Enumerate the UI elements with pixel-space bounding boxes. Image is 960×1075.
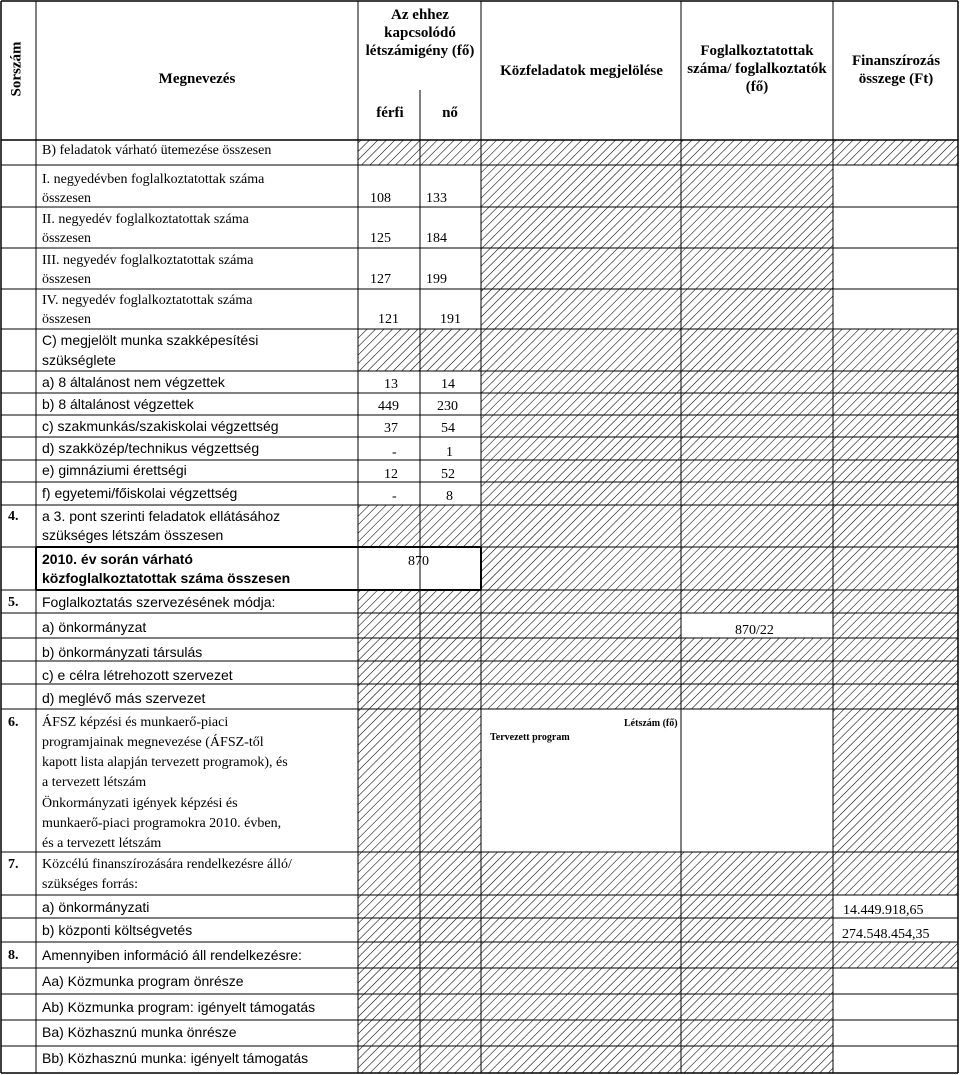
row-ce-male: 12 [384, 467, 398, 482]
row-cd-female: 1 [446, 445, 453, 460]
row-2010-label-2: közfoglalkoztatottak száma összesen [42, 570, 291, 586]
header-kozfeladatok: Közfeladatok megjelölése [500, 63, 663, 79]
row-6-label-1: ÁFSZ képzési és munkaerő-piaci [42, 715, 229, 730]
hatched-cell [358, 329, 958, 371]
row-6-label-2: programjainak megnevezése (ÁFSZ-től [42, 735, 264, 750]
row-cc-female: 54 [441, 421, 455, 436]
row-2010-value: 870 [408, 554, 429, 569]
row-6-label-6: munkaerő-piaci programokra 2010. évben, [42, 816, 282, 831]
hatched-cell [481, 165, 833, 207]
header-ferfi: férfi [376, 105, 404, 121]
row-2010-label-1: 2010. év során várható [42, 551, 193, 567]
header-foglalkoztatottak: Foglalkoztatottak száma/ foglalkoztatók (fő) [687, 43, 827, 95]
row-7-label-1: Közcélú finanszírozására rendelkezésre álló/ [42, 857, 292, 872]
hatched-cell [481, 371, 958, 393]
header-finanszirozas: Finanszírozás összege (Ft) [851, 53, 941, 87]
row-ca-label: a) 8 általánost nem végzettek [42, 374, 225, 390]
row-ce-label: e) gimnáziumi érettségi [42, 462, 187, 478]
hatched-cell [358, 590, 958, 613]
row-ca-male: 13 [384, 377, 398, 392]
hatched-cell [358, 638, 958, 661]
row-q2-male: 125 [370, 231, 391, 246]
row-4-label-1: a 3. pont szerinti feladatok ellátásához [42, 508, 281, 524]
row-6-label-5: Önkormányzati igények képzési és [42, 796, 238, 811]
row-ca-female: 14 [441, 377, 455, 392]
row-6-label-7: és a tervezett létszám [42, 836, 162, 851]
hatched-cell [358, 852, 958, 895]
row-6-label-4: a tervezett létszám [42, 775, 147, 790]
row-cc-male: 37 [384, 421, 398, 436]
hatched-cell [481, 207, 833, 248]
row-cd-label: d) szakközép/technikus végzettség [42, 440, 260, 456]
row-8aa-label: Aa) Közmunka program önrésze [42, 973, 244, 989]
hatched-cell [481, 460, 958, 482]
row-q2-label-2: összesen [42, 231, 91, 246]
row-q3-label-2: összesen [42, 272, 91, 287]
hatched-cell [358, 918, 833, 942]
row-7-number: 7. [8, 857, 19, 872]
row-8-number: 8. [8, 948, 19, 963]
row-cb-label: b) 8 általánost végzettek [42, 396, 194, 412]
row-q1-label-2: összesen [42, 191, 91, 206]
row-7a-label: a) önkormányzati [42, 899, 150, 915]
row-5a-value: 870/22 [735, 623, 774, 638]
header-megnevezes: Megnevezés [158, 71, 236, 87]
row-cc-label: c) szakmunkás/szakiskolai végzettség [42, 418, 279, 434]
row-4-label-2: szükséges létszám összesen [42, 527, 224, 543]
hatched-cell [481, 393, 958, 415]
row-c-label-2: szükséglete [42, 352, 116, 368]
header-no: nő [442, 105, 458, 121]
row-7b-label: b) központi költségvetés [42, 922, 193, 938]
hatched-cell [833, 613, 958, 638]
hatched-cell [358, 661, 958, 684]
hatched-cell [481, 415, 958, 437]
hatched-cell [358, 684, 958, 709]
row-q4-female: 191 [440, 312, 461, 327]
row-q3-label-1: III. negyedév foglalkoztatottak száma [42, 253, 254, 268]
row-5-label: Foglalkoztatás szervezésének módja: [42, 594, 276, 610]
row-q1-male: 108 [370, 191, 391, 206]
row-q3-female: 199 [426, 272, 447, 287]
hatched-cell [358, 613, 681, 638]
row-cf-male: - [392, 489, 397, 504]
row-cb-female: 230 [437, 399, 458, 414]
row-7-label-2: szükséges forrás: [42, 877, 139, 892]
row-8bb-label: Bb) Közhasznú munka: igényelt támogatás [42, 1050, 309, 1066]
row-cb-male: 449 [378, 399, 399, 414]
hatched-cell [358, 1046, 833, 1073]
row-5b-label: b) önkormányzati társulás [42, 644, 203, 660]
row-5d-label: d) meglévő más szervezet [42, 690, 206, 706]
row-q2-female: 184 [426, 231, 447, 246]
row-b-title: B) feladatok várható ütemezése összesen [42, 143, 272, 158]
hatched-cell [481, 437, 958, 460]
row-cf-label: f) egyetemi/főiskolai végzettség [42, 485, 238, 501]
row-q2-label-1: II. negyedév foglalkoztatottak száma [42, 212, 249, 227]
row-5a-label: a) önkormányzat [42, 619, 147, 635]
hatched-cell [358, 968, 833, 994]
hatched-cell [358, 895, 833, 918]
row-q4-male: 121 [378, 312, 399, 327]
header-letszamigeny: Az ehhez kapcsolódó létszámigény (fő) [365, 7, 475, 59]
row-ce-female: 52 [441, 467, 455, 482]
hatched-cell [358, 994, 833, 1020]
row-6-number: 6. [8, 715, 19, 730]
row-8ab-label: Ab) Közmunka program: igényelt támogatás [42, 999, 316, 1015]
hatched-cell [358, 505, 958, 547]
row-8-label: Amennyiben információ áll rendelkezésre: [42, 947, 302, 963]
row-q4-label-2: összesen [42, 312, 91, 327]
hatched-cell [358, 1020, 833, 1046]
header-sorszam: Sorszám [8, 41, 25, 97]
hatched-cell [358, 140, 958, 165]
row-q3-male: 127 [370, 272, 391, 287]
row-6-count-header: Létszám (fő) [624, 718, 678, 729]
row-q4-label-1: IV. negyedév foglalkoztatottak száma [42, 293, 253, 308]
hatched-cell [481, 482, 958, 505]
row-7a-value: 14.449.918,65 [843, 903, 924, 918]
hatched-cell [481, 289, 833, 329]
hatched-cell [833, 709, 958, 852]
row-6-label-3: kapott lista alapján tervezett programok), és [42, 755, 288, 770]
row-q1-label-1: I. negyedévben foglalkoztatottak száma [42, 172, 265, 187]
row-q1-female: 133 [426, 191, 447, 206]
row-6-program-header: Tervezett program [490, 732, 570, 743]
row-8ba-label: Ba) Közhasznú munka önrésze [42, 1024, 237, 1040]
row-cf-female: 8 [446, 489, 453, 504]
row-c-label-1: C) megjelölt munka szakképesítési [42, 332, 259, 348]
row-cd-male: - [392, 445, 397, 460]
row-5c-label: c) e célra létrehozott szervezet [42, 667, 233, 683]
hatched-cell [481, 547, 958, 590]
row-4-number: 4. [8, 509, 19, 524]
hatched-cell [481, 248, 833, 289]
row-5-number: 5. [8, 595, 19, 610]
row-7b-value: 274.548.454,35 [842, 927, 930, 942]
hatched-cell [358, 942, 958, 968]
